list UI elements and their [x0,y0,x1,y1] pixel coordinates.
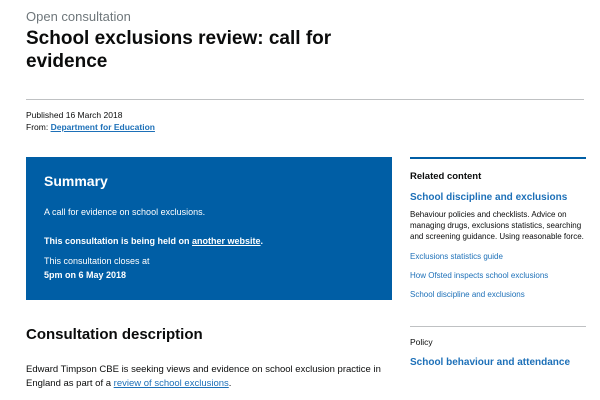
description-text [26,363,386,391]
review-link[interactable]: review of school exclusions [113,378,229,389]
summary-closes-label: This consultation closes at [44,256,150,266]
title-divider [26,99,584,100]
published-label: Published [26,110,64,120]
description-prefix: Edward Timpson CBE is seeking views and evidence on school exclusion practice in England as part of a [26,364,381,389]
summary-box [26,157,392,300]
related-link-discipline[interactable]: School discipline and exclusions [410,290,525,299]
summary-held-notice [44,236,263,246]
publication-meta [26,109,155,133]
sidebar-divider [410,157,586,159]
department-link[interactable]: Department for Education [50,122,155,132]
published-line [26,109,155,121]
related-content-sidebar [410,157,586,299]
related-main-link[interactable]: School discipline and exclusions [410,192,568,203]
related-content-heading: Related content [410,171,482,182]
policy-link[interactable]: School behaviour and attendance [410,357,571,368]
published-date: 16 March 2018 [65,110,123,120]
policy-label: Policy [410,337,433,347]
from-label: From: [26,122,49,132]
page-title: School exclusions review: call for evidence [26,28,332,72]
held-prefix: This consultation is being held on [44,236,193,246]
related-link-ofsted[interactable]: How Ofsted inspects school exclusions [410,271,549,280]
from-line [26,121,155,133]
summary-description: A call for evidence on school exclusions. [44,207,206,217]
document-type: Open consultation [26,9,131,24]
related-link-statistics-guide[interactable]: Exclusions statistics guide [410,252,503,261]
summary-closing-date: 5pm on 6 May 2018 [44,270,127,280]
description-suffix: . [228,378,232,389]
summary-heading: Summary [44,173,108,189]
policy-divider [410,326,586,327]
related-main-description: Behaviour policies and checklists. Advice on managing drugs, exclusions statistics, searching and screening guidance. Using reasonable force. [410,210,584,241]
description-heading: Consultation description [26,326,203,343]
held-suffix: . [260,236,264,246]
another-website-link[interactable]: another website [192,236,261,246]
